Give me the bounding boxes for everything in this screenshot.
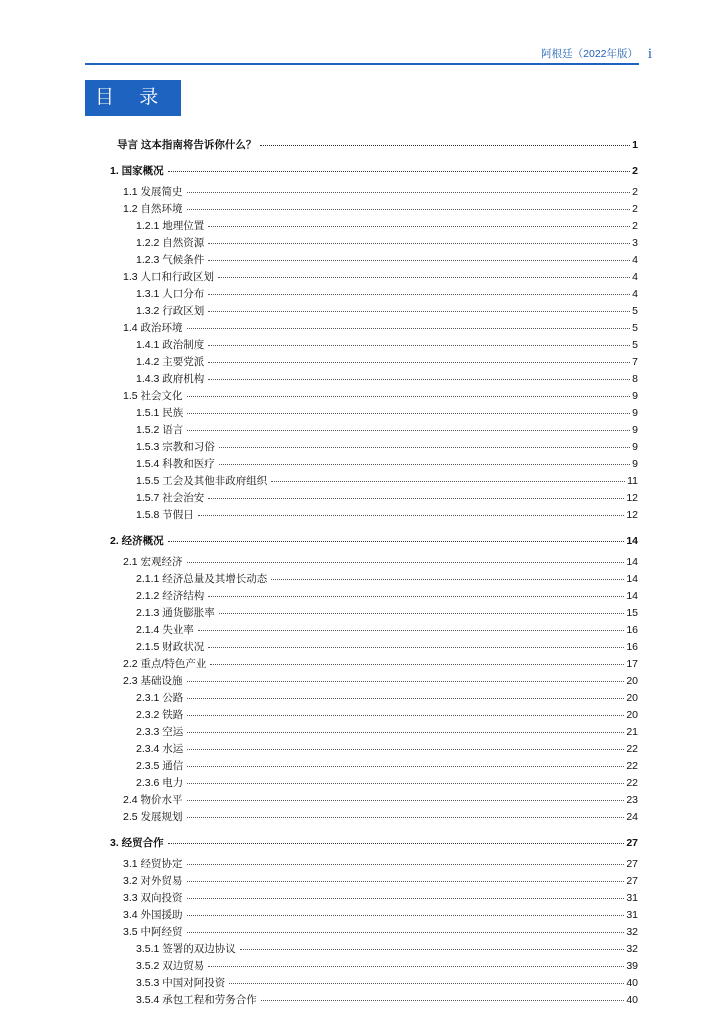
toc-entry-page: 32 [626,943,638,955]
toc-entry-title: 2.4 物价水平 [123,794,183,806]
dot-leader [187,328,631,329]
toc-title: 目 录 [95,87,169,108]
toc-entry-title: 1.4.1 政治制度 [136,339,205,351]
dot-leader [187,192,631,193]
toc-entry-page: 31 [626,892,638,904]
toc-entry-page: 9 [632,424,638,436]
toc-entry-page: 2 [632,203,638,215]
toc-entry-title: 2.1.4 失业率 [136,624,194,636]
toc-entry[interactable] [123,554,638,569]
dot-leader [187,681,625,682]
toc-entry[interactable] [136,724,638,739]
toc-entry-page: 7 [632,356,638,368]
toc-entry-page: 3 [632,237,638,249]
toc-entry-title: 1.2.2 自然资源 [136,237,205,249]
toc-entry-title: 3.5.1 签署的双边协议 [136,943,236,955]
toc-entry-page: 22 [626,777,638,789]
dot-leader [240,949,625,950]
dot-leader [208,362,630,363]
toc-entry[interactable] [110,163,638,178]
toc-entry[interactable] [123,184,638,199]
dot-leader [208,294,630,295]
dot-leader [187,715,624,716]
toc-entry-title: 1.1 发展简史 [123,186,183,198]
toc-entry-page: 5 [632,305,638,317]
dot-leader [271,481,625,482]
toc-entry-title: 3. 经贸合作 [110,837,164,849]
toc-entry-title: 1.5.8 节假日 [136,509,194,521]
toc-entry-page: 9 [632,458,638,470]
toc-entry-title: 2. 经济概况 [110,535,164,547]
dot-leader [208,311,630,312]
toc-entry-title: 1.4 政治环境 [123,322,183,334]
dot-leader [168,541,625,542]
toc-entry-page: 16 [626,641,638,653]
toc-title-banner [85,80,181,116]
toc-entry-page: 21 [626,726,638,738]
toc-entry[interactable] [136,371,638,386]
toc-entry-title: 1.2.3 气候条件 [136,254,205,266]
toc-entry[interactable] [136,456,638,471]
toc-entry-title: 1.5.5 工会及其他非政府组织 [136,475,268,487]
toc-entry-page: 27 [626,875,638,887]
toc-entry-title: 1.4.2 主要党派 [136,356,205,368]
toc-entry-title: 1.5 社会文化 [123,390,183,402]
toc-entry-page: 2 [632,220,638,232]
toc-entry-page: 23 [626,794,638,806]
dot-leader [187,881,625,882]
toc-entry[interactable] [136,303,638,318]
toc-entry-page: 24 [626,811,638,823]
toc-entry[interactable] [136,405,638,420]
header-rule [85,63,639,65]
toc-entry-page: 20 [626,709,638,721]
toc-entry-page: 40 [626,994,638,1006]
toc-entry-page: 17 [626,658,638,670]
toc-entry-title: 2.1.5 财政状况 [136,641,205,653]
toc-entry-title: 2.3.2 铁路 [136,709,184,721]
dot-leader [168,843,625,844]
toc-entry-page: 27 [626,858,638,870]
toc-entry[interactable] [136,252,638,267]
dot-leader [168,171,630,172]
dot-leader [208,966,624,967]
toc-entry[interactable] [136,758,638,773]
toc-entry-title: 2.3 基础设施 [123,675,183,687]
toc-entry-title: 导言 这本指南将告诉你什么？ [117,139,257,151]
toc-entry[interactable] [136,507,638,522]
toc-entry-title: 2.1.2 经济结构 [136,590,205,602]
dot-leader [218,277,630,278]
toc-entry-page: 5 [632,322,638,334]
toc-entry[interactable] [136,473,638,488]
toc-entry-page: 4 [632,271,638,283]
toc-entry-page: 20 [626,675,638,687]
toc-entry[interactable] [136,286,638,301]
dot-leader [187,413,630,414]
dot-leader [198,630,625,631]
dot-leader [271,579,624,580]
dot-leader [208,498,624,499]
toc-entry[interactable] [123,924,638,939]
toc-entry[interactable] [123,656,638,671]
dot-leader [208,345,630,346]
toc-entry-title: 2.2 重点/特色产业 [123,658,207,670]
toc-entry[interactable] [136,588,638,603]
toc-entry-title: 1.5.4 科教和医疗 [136,458,215,470]
toc-entry[interactable] [136,235,638,250]
toc-entry[interactable] [136,218,638,233]
toc-entry-title: 3.3 双向投资 [123,892,183,904]
dot-leader [260,145,630,146]
toc-entry-page: 14 [626,556,638,568]
toc-entry[interactable] [123,792,638,807]
toc-entry[interactable] [123,907,638,922]
toc-entry-title: 2.1.3 通货膨胀率 [136,607,215,619]
dot-leader [187,732,624,733]
dot-leader [208,260,630,261]
toc-entry-page: 9 [632,390,638,402]
toc-entry-page: 2 [632,186,638,198]
dot-leader [219,613,625,614]
toc-entry[interactable] [123,673,638,688]
dot-leader [208,596,624,597]
toc-entry-title: 1.3.2 行政区划 [136,305,205,317]
toc-entry[interactable] [136,490,638,505]
toc-entry[interactable] [136,775,638,790]
dot-leader [187,898,625,899]
toc-entry-page: 16 [626,624,638,636]
toc-entry[interactable] [123,320,638,335]
toc-entry[interactable] [136,337,638,352]
toc-entry-title: 1.5.7 社会治安 [136,492,205,504]
page-number: i [647,46,652,62]
toc-entry[interactable] [123,873,638,888]
toc-entry[interactable] [123,388,638,403]
toc-entry-title: 2.3.3 空运 [136,726,184,738]
dot-leader [187,766,624,767]
toc-entry[interactable] [136,605,638,620]
dot-leader [208,226,630,227]
dot-leader [187,864,625,865]
toc-entry-page: 39 [626,960,638,972]
toc-entry-title: 1.5.1 民族 [136,407,184,419]
toc-entry-title: 1.2 自然环境 [123,203,183,215]
toc-entry-title: 3.1 经贸协定 [123,858,183,870]
toc-entry[interactable] [136,639,638,654]
toc-entry-page: 14 [626,573,638,585]
toc-entry-page: 8 [632,373,638,385]
toc-entry-page: 15 [626,607,638,619]
toc-entry[interactable] [136,992,638,1007]
dot-leader [187,800,625,801]
toc-entry-title: 2.3.5 通信 [136,760,184,772]
toc-entry[interactable] [136,571,638,586]
toc-entry[interactable] [123,201,638,216]
toc-entry[interactable] [136,622,638,637]
dot-leader [187,817,625,818]
toc-entry[interactable] [110,137,638,152]
dot-leader [210,664,624,665]
toc-entry-title: 2.5 发展规划 [123,811,183,823]
toc-entry-title: 1.5.2 语言 [136,424,184,436]
toc-entry[interactable] [136,439,638,454]
toc-entry-title: 3.2 对外贸易 [123,875,183,887]
dot-leader [219,447,630,448]
toc-entry-page: 12 [626,509,638,521]
toc-entry-title: 1.2.1 地理位置 [136,220,205,232]
dot-leader [208,647,624,648]
toc-entry[interactable] [123,856,638,871]
toc-entry-title: 3.5.2 双边贸易 [136,960,205,972]
toc-entry[interactable] [136,707,638,722]
toc-entry-title: 1.3.1 人口分布 [136,288,205,300]
toc-entry-title: 2.3.1 公路 [136,692,184,704]
toc-entry[interactable] [123,809,638,824]
toc-entry-page: 14 [626,590,638,602]
toc-entry-title: 1. 国家概况 [110,165,164,177]
toc-entry-page: 40 [626,977,638,989]
toc-entry[interactable] [136,354,638,369]
toc-entry-title: 2.3.4 水运 [136,743,184,755]
toc-entry-page: 1 [632,139,638,151]
toc-entry-page: 22 [626,760,638,772]
dot-leader [229,983,624,984]
toc-entry[interactable] [110,835,638,850]
dot-leader [261,1000,625,1001]
toc-entry-page: 4 [632,254,638,266]
dot-leader [198,515,625,516]
dot-leader [187,698,624,699]
toc-entry-page: 9 [632,407,638,419]
dot-leader [187,915,625,916]
dot-leader [187,430,630,431]
dot-leader [208,243,630,244]
toc-entry[interactable] [136,975,638,990]
toc-entry-page: 27 [626,837,638,849]
toc-entry-title: 3.5 中阿经贸 [123,926,183,938]
toc-entry-title: 1.5.3 宗教和习俗 [136,441,215,453]
toc-entry-page: 14 [626,535,638,547]
toc-entry-title: 3.5.4 承包工程和劳务合作 [136,994,257,1006]
toc-entry-page: 22 [626,743,638,755]
toc-entry-page: 4 [632,288,638,300]
toc-entry-title: 1.3 人口和行政区划 [123,271,215,283]
toc-entry-title: 3.4 外国援助 [123,909,183,921]
toc-entry-page: 9 [632,441,638,453]
toc-entry-title: 1.4.3 政府机构 [136,373,205,385]
toc-entry-page: 12 [626,492,638,504]
toc-entry-title: 2.3.6 电力 [136,777,184,789]
toc-entry[interactable] [136,690,638,705]
toc-entry[interactable] [136,422,638,437]
dot-leader [187,396,631,397]
toc-entry-page: 32 [626,926,638,938]
dot-leader [208,379,630,380]
toc-entry[interactable] [136,741,638,756]
toc-entry-page: 31 [626,909,638,921]
toc-entry-page: 5 [632,339,638,351]
toc-entry-title: 2.1 宏观经济 [123,556,183,568]
toc-entry[interactable] [110,533,638,548]
toc-entry-title: 3.5.3 中国对阿投资 [136,977,226,989]
dot-leader [187,209,631,210]
running-header: 阿根廷（2022年版） [541,48,638,60]
toc-entry[interactable] [136,958,638,973]
toc-entry-title: 2.1.1 经济总量及其增长动态 [136,573,268,585]
toc-entry-page: 20 [626,692,638,704]
toc-entry[interactable] [123,890,638,905]
toc-entry-page: 2 [632,165,638,177]
dot-leader [219,464,630,465]
dot-leader [187,749,624,750]
toc-entry-page: 11 [627,475,638,487]
dot-leader [187,562,625,563]
toc-entry[interactable] [136,941,638,956]
dot-leader [187,932,625,933]
dot-leader [187,783,624,784]
toc-entry[interactable] [123,269,638,284]
